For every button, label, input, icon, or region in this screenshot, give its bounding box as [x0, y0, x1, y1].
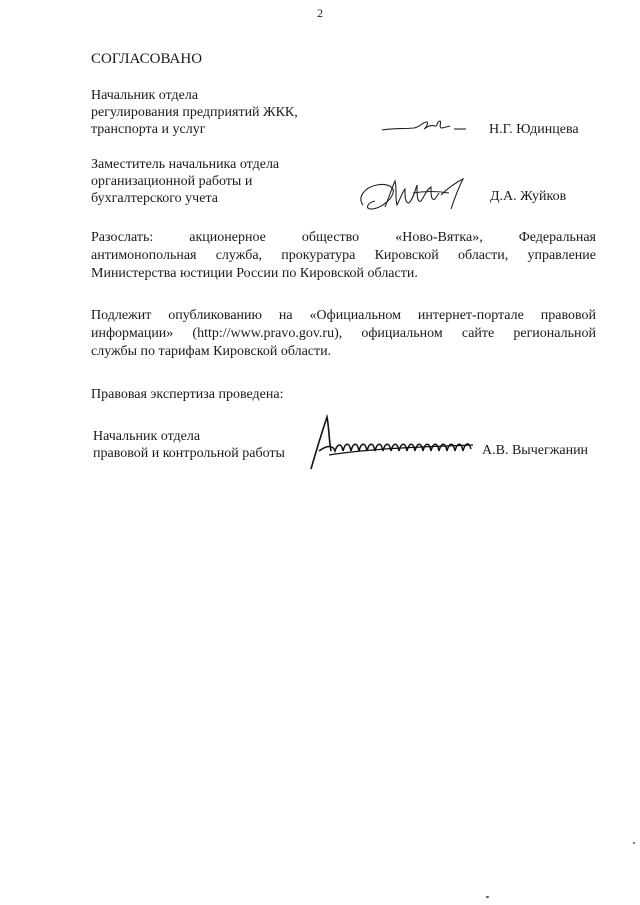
signatory-2-name: Д.А. Жуйков — [490, 189, 567, 204]
signature-zhuikov — [355, 175, 475, 217]
position-line: Заместитель начальника отдела — [91, 157, 280, 172]
position-line: Начальник отдела — [93, 429, 201, 444]
distribution-line: Министерства юстиции России по Кировской области. — [91, 266, 418, 281]
position-line: правовой и контрольной работы — [93, 446, 285, 461]
position-line: транспорта и услуг — [91, 122, 206, 137]
publication-line: Подлежит опубликованию на «Официальном интернет-портале правовой — [91, 308, 596, 323]
publication-paragraph — [91, 307, 596, 361]
signature-vychegzhanin — [305, 411, 477, 473]
publication-line: информации» (http://www.pravo.gov.ru), официальном сайте региональной — [91, 326, 596, 341]
signatory-1-position — [91, 87, 298, 138]
publication-line: службы по тарифам Кировской области. — [91, 344, 332, 359]
position-line: Начальник отдела — [91, 88, 199, 103]
signatory-1-name: Н.Г. Юдинцева — [489, 122, 579, 137]
page-number: 2 — [317, 6, 323, 20]
distribution-line: антимонопольная служба, прокуратура Кировской области, управление — [91, 248, 596, 263]
legal-review-statement: Правовая экспертиза проведена: — [91, 387, 284, 402]
legal-review-name: А.В. Вычегжанин — [482, 443, 589, 458]
distribution-line: Разослать: акционерное общество «Ново-Вятка», Федеральная — [91, 230, 596, 245]
signatory-2-position — [91, 156, 279, 207]
position-line: бухгалтерского учета — [91, 191, 218, 206]
scan-speck — [633, 842, 635, 844]
legal-review-position — [93, 428, 285, 462]
signature-yudintseva — [380, 113, 470, 139]
position-line: регулирования предприятий ЖКК, — [91, 105, 298, 120]
approval-heading: СОГЛАСОВАНО — [91, 51, 203, 67]
position-line: организационной работы и — [91, 174, 253, 189]
scan-speck — [486, 896, 489, 898]
distribution-paragraph — [91, 229, 596, 283]
